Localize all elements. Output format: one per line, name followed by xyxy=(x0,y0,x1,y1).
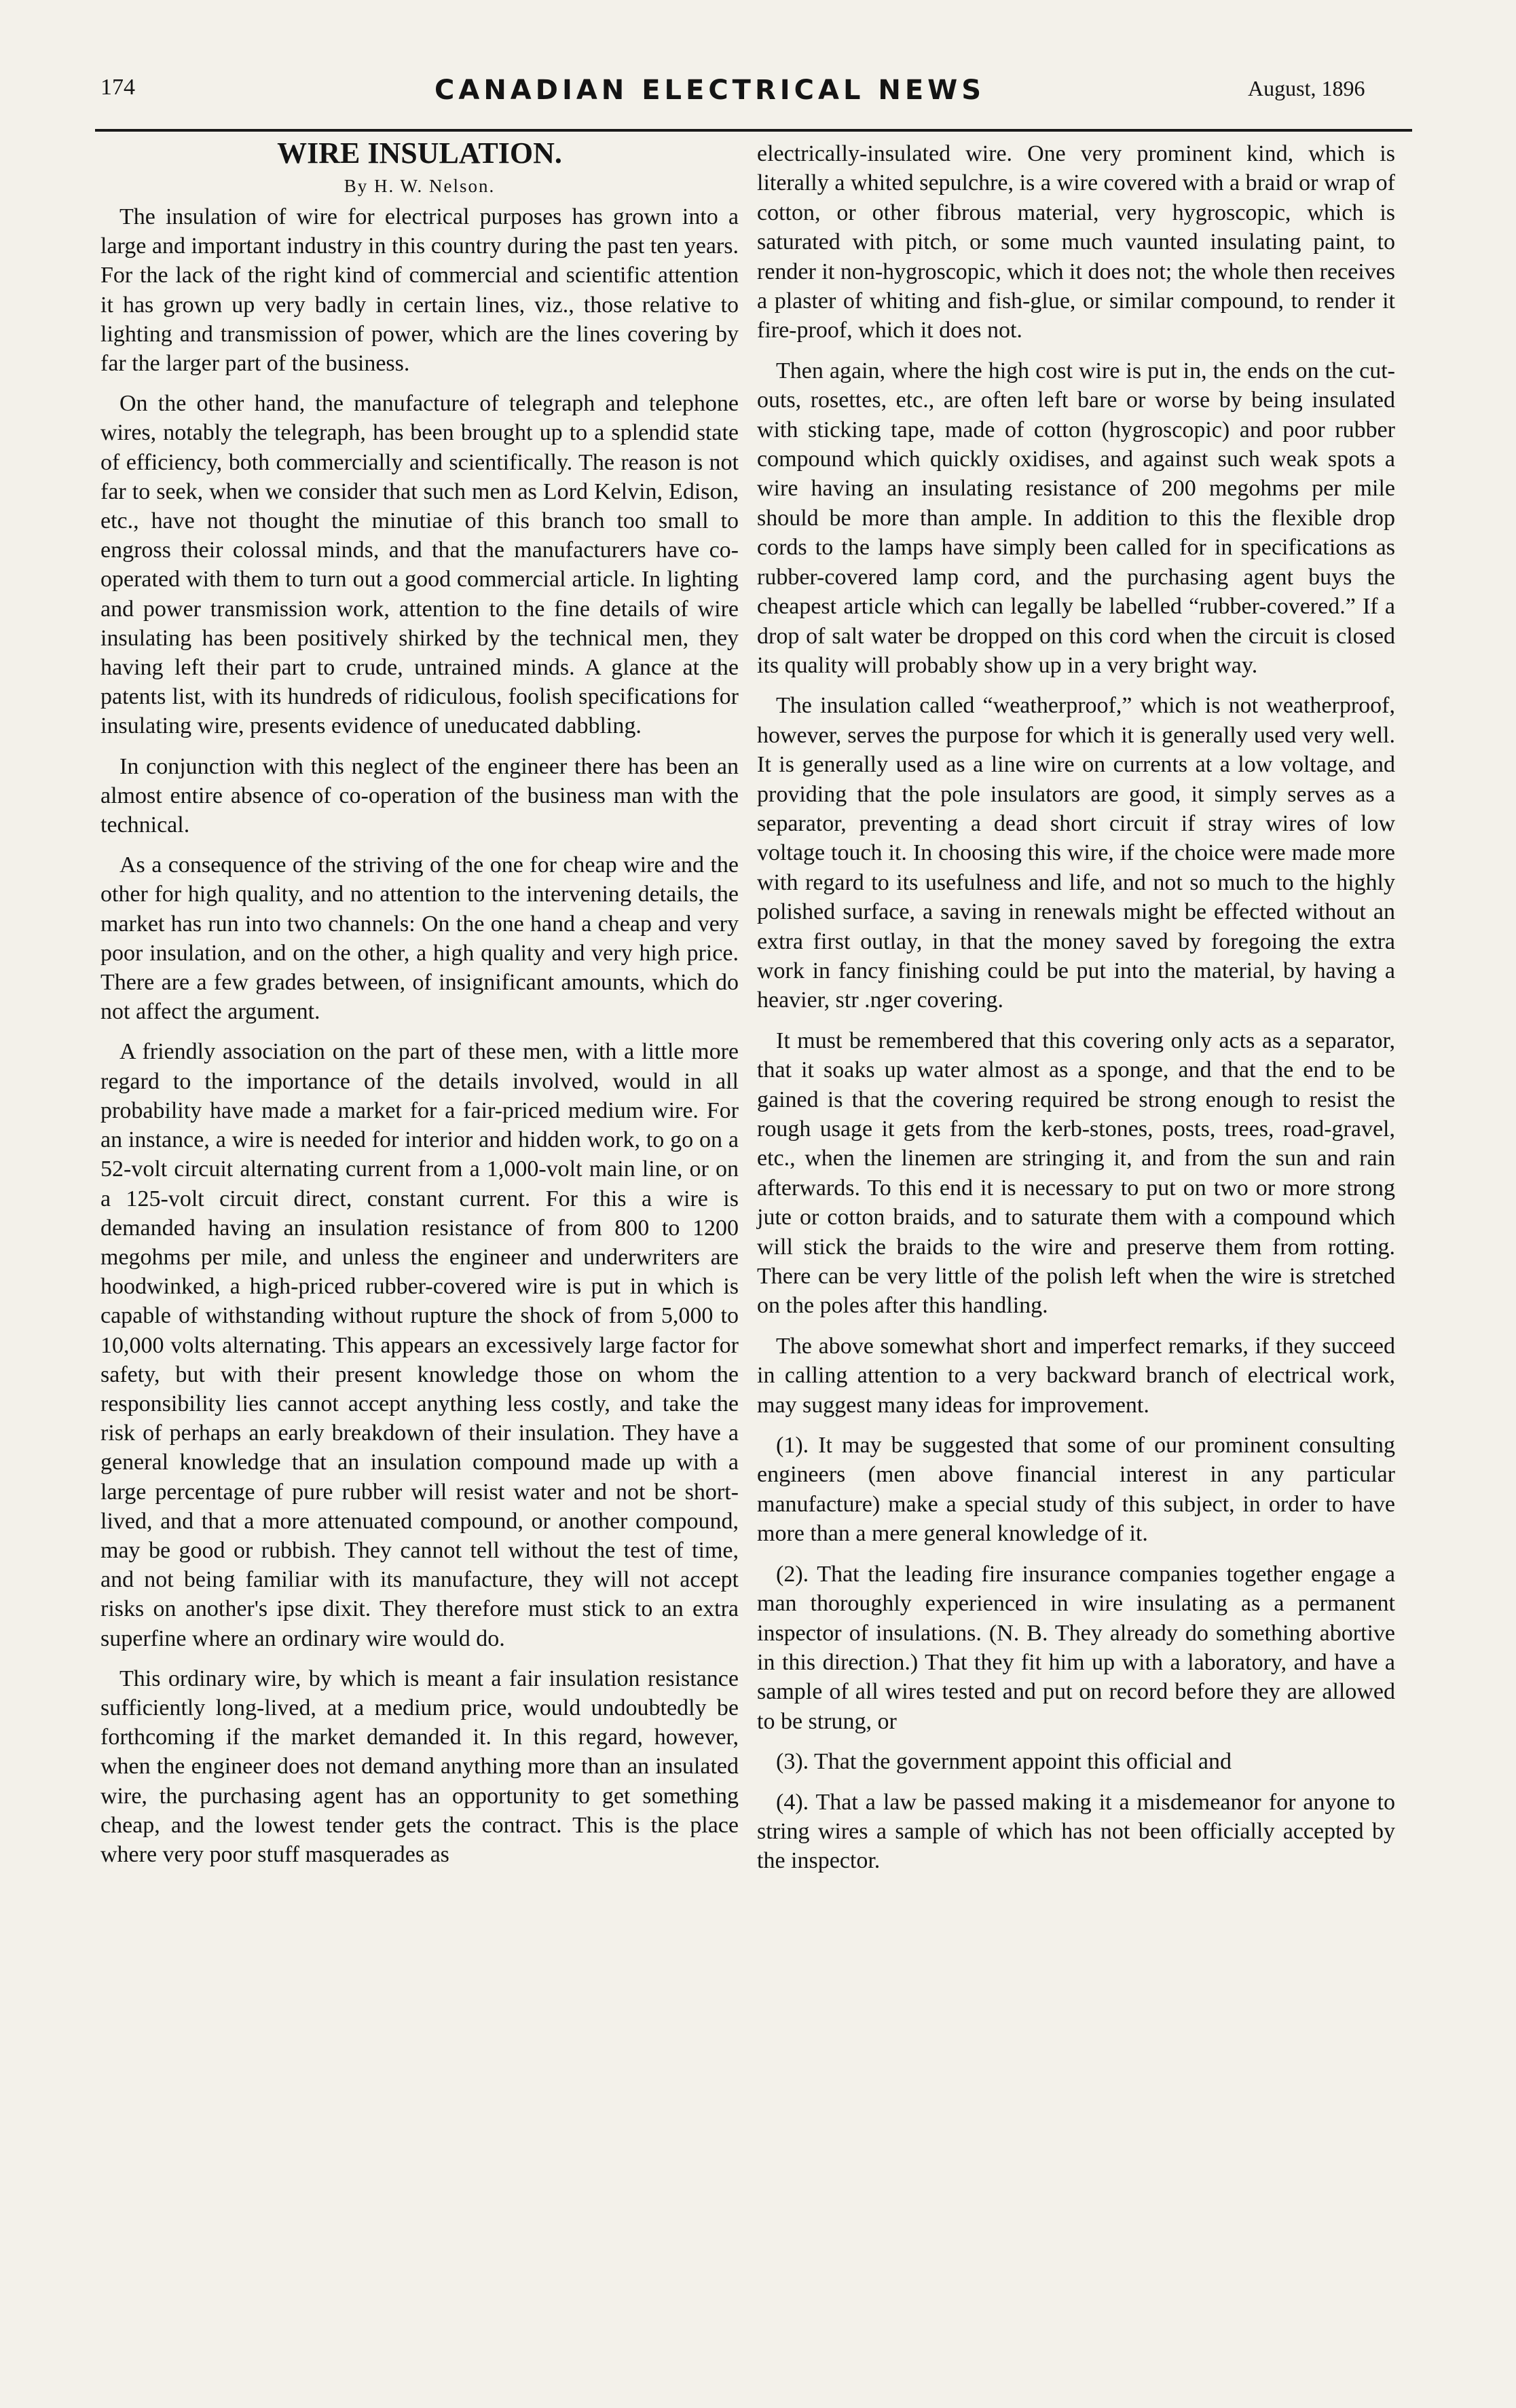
paragraph: The insulation called “weatherproof,” which is not weatherproof, however, serves the purpose for which it is generally used very well. It is generally used as a line wire on currents at a low voltage, and providing that the pole insulators are good, it simply serves as a separator, preventing a dead short circuit if stray wires of low voltage touch it. In choosing this wire, if the choice were made more with regard to its usefulness and life, and not so much to the highly polished surface, a saving in renewals might be effected without an extra first outlay, in that the money saved by foregoing the extra work in fancy finishing could be put into the material, by having a heavier, str .nger covering. xyxy=(757,693,1395,1013)
list-item: (2). That the leading fire insurance companies together engage a man thoroughly experienced in wire insulating as a permanent inspector of insulations. (N. B. They already do something abortive in this direction.) That they fit him up with a laboratory, and have a sample of all wires tested and put on record before they are allowed to be strung, or xyxy=(757,1561,1395,1734)
list-item: (3). That the government appoint this official and xyxy=(776,1749,1232,1775)
article-title: WIRE INSULATION. xyxy=(277,136,562,170)
paragraph: As a consequence of the striving of the one for cheap wire and the other for high quality, and no attention to the intervening details, the market has run into two channels: On the one hand a cheap and very poor insulation, and on the other, a high quality and very high price. There are a few grades between, of insignificant amounts, which do not affect the argument. xyxy=(100,852,739,1025)
page-number: 174 xyxy=(100,75,135,100)
paragraph: This ordinary wire, by which is meant a fair insulation resistance sufficiently long-lived, at a medium price, would undoubtedly be forthcoming if the market demanded it. In this regard, however, when the engineer does not demand anything more than an insulated wire, the purchasing agent has an opportunity to get something cheap, and the lowest tender gets the contract. This is the place where very poor stuff masquerades as xyxy=(100,1666,739,1867)
header-rule xyxy=(95,129,1412,132)
list-item: (1). It may be suggested that some of our prominent consulting engineers (men above financial interest in any particular manufacture) make a special study of this subject, in order to have more than a mere general knowledge of it. xyxy=(757,1433,1395,1547)
article-byline: By H. W. Nelson. xyxy=(344,176,496,196)
left-column xyxy=(100,136,739,1880)
paragraph: A friendly association on the part of these men, with a little more regard to the importance of the details involved, would in all probability have made a market for a fair-priced medium wire. For an instance, a wire is needed for interior and hidden work, to go on a 52-volt circuit alternating current from a 1,000-volt main line, or on a 125-volt circuit direct, constant current. For this a wire is demanded having an insulation resistance of from 800 to 1200 megohms per mile, and unless the engineer and underwriters are hoodwinked, a high-priced rubber-covered wire is put in which is capable of withstanding without rupture the shock of from 5,000 to 10,000 volts alternating. This appears an excessively large factor for safety, but with their present knowledge those on whom the responsibility lies cannot accept anything less costly, and take the risk of perhaps an early breakdown of their insulation. They have a general knowledge that an insulation compound made up with a large percentage of pure rubber will resist water and not be short-lived, and that a more attenuated compound, or another compound, may be good or rubbish. They cannot tell without the test of time, and not being familiar with its manufacture, they will not accept risks on another's ipse dixit. They therefore must stick to an extra superfine where an ordinary wire would do. xyxy=(100,1039,739,1651)
right-column xyxy=(757,139,1395,1887)
paragraph: It must be remembered that this covering only acts as a separator, that it soaks up water almost as a sponge, and that the end to be gained is that the covering required be strong enough to resist the rough usage it gets from the kerb-stones, posts, trees, road-gravel, etc., when the linemen are stringing it, and from the sun and rain afterwards. To this end it is necessary to put on two or more strong jute or cotton braids, and to saturate them with a compound which will stick the braids to the wire and preserve them from rotting. There can be very little of the polish left when the wire is stretched on the poles after this handling. xyxy=(757,1028,1395,1319)
paragraph: In conjunction with this neglect of the engineer there has been an almost entire absence of co-operation of the business man with the technical. xyxy=(100,753,739,838)
paragraph: electrically-insulated wire. One very prominent kind, which is literally a whited sepulchre, is a wire covered with a braid or wrap of cotton, or other fibrous material, very hygroscopic, which is saturated with pitch, or some much vaunted insulating paint, to render it non-hygroscopic, which it does not; the whole then receives a plaster of whiting and fish-glue, or similar compound, to render it fire-proof, which it does not. xyxy=(757,141,1395,343)
paragraph: On the other hand, the manufacture of telegraph and telephone wires, notably the telegraph, has been brought up to a splendid state of efficiency, both commercially and scientifically. The reason is not far to seek, when we consider that such men as Lord Kelvin, Edison, etc., have not thought the minutiae of this branch too small to engross their colossal minds, and that the manufacturers have co-operated with them to turn out a good commercial article. In lighting and power transmission work, attention to the fine details of wire insulating has been positively shirked by the technical men, they having left their part to crude, untrained minds. A glance at the patents list, with its hundreds of ridiculous, foolish specifications for insulating wire, presents evidence of uneducated dabbling. xyxy=(100,391,739,739)
list-item: (4). That a law be passed making it a misdemeanor for anyone to string wires a sample of which has not been officially accepted by the inspector. xyxy=(757,1789,1395,1874)
masthead: CANADIAN ELECTRICAL NEWS xyxy=(435,75,986,106)
paragraph: The above somewhat short and imperfect remarks, if they succeed in calling attention to a very backward branch of electrical work, may suggest many ideas for improvement. xyxy=(757,1333,1395,1418)
issue-date: August, 1896 xyxy=(1248,76,1365,100)
paragraph: Then again, where the high cost wire is put in, the ends on the cut-outs, rosettes, etc., are often left bare or worse by being insulated with sticking tape, made of cotton (hygroscopic) and poor rubber compound which quickly oxidises, and against such weak spots a wire having an insulating resistance of 200 megohms per mile should be more than ample. In addition to this the flexible drop cords to the lamps have simply been called for in specifications as rubber-covered lamp cord, and the purchasing agent buys the cheapest article which can legally be labelled “rubber-covered.” If a drop of salt water be dropped on this cord when the circuit is closed its quality will probably show up in a very bright way. xyxy=(757,358,1395,678)
paragraph: The insulation of wire for electrical purposes has grown into a large and important industry in this country during the past ten years. For the lack of the right kind of commercial and scientific attention it has grown up very badly in certain lines, viz., those relative to lighting and transmission of power, which are the lines covering by far the larger part of the business. xyxy=(100,204,739,377)
